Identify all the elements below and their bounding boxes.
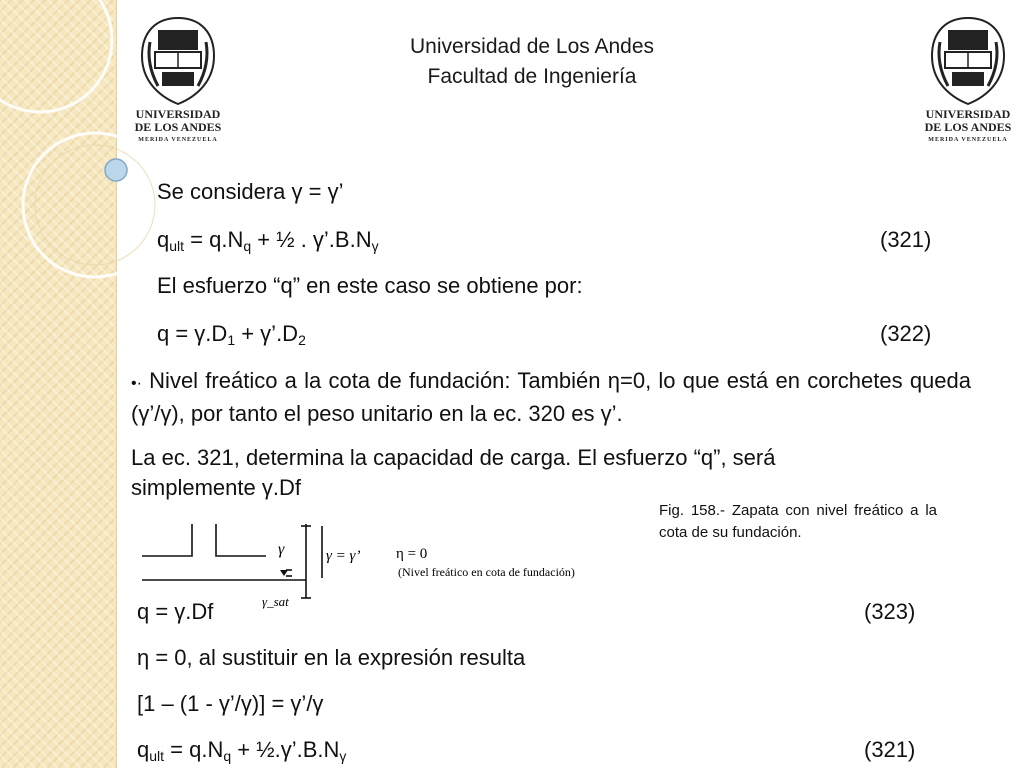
eq-subscript: 1 <box>227 332 236 348</box>
logo-city: MERIDA VENEZUELA <box>928 137 1008 143</box>
equation-number-323: (323) <box>864 599 916 624</box>
eq-text: = q.N <box>164 737 224 762</box>
eq-text: + γ’.D <box>235 321 299 346</box>
eq-subscript: ult <box>169 238 185 254</box>
eq-subscript: q <box>243 238 252 254</box>
diagram-gamma: γ <box>278 541 285 558</box>
header-faculty: Facultad de Ingeniería <box>427 65 637 88</box>
statement-stress: El esfuerzo “q” en este caso se obtiene por: <box>157 273 583 298</box>
eq-text: = q.N <box>184 227 244 252</box>
bullet-paragraph <box>131 366 971 429</box>
diagram-note: (Nivel freático en cota de fundación) <box>398 565 575 579</box>
logo-name-line1: UNIVERSIDAD <box>135 107 221 121</box>
bullet-text: Nivel freático a la cota de fundación: También η=0, lo que está en corchetes queda (γ’/γ), por tanto el peso unitario en la ec. 320 es γ’. <box>131 368 971 426</box>
water-table-icon <box>280 570 288 576</box>
slide-header <box>300 32 764 92</box>
eq-subscript: γ <box>339 748 347 764</box>
eq-text: q = γ.D <box>157 321 228 346</box>
diagram-gamma-eq: γ = γ’ <box>326 548 361 564</box>
header-university: Universidad de Los Andes <box>410 35 654 58</box>
equation-number-321: (321) <box>880 227 932 252</box>
logo-city: MERIDA VENEZUELA <box>138 137 218 143</box>
equation-322 <box>157 320 306 354</box>
statement-gamma: Se considera γ = γ’ <box>157 179 344 204</box>
eq-text: + ½ . γ’.B.N <box>251 227 372 252</box>
university-logo-right <box>918 12 1018 152</box>
eq-text: q <box>157 227 170 252</box>
logo-name-line2: DE LOS ANDES <box>134 120 222 134</box>
equation-321 <box>157 226 379 260</box>
bullet-marker: •· <box>131 375 142 392</box>
diagram-gamma-sat: γ_sat <box>262 594 289 609</box>
equation-number-321-final: (321) <box>864 737 916 762</box>
equation-number-322: (322) <box>880 321 932 346</box>
eq-subscript: ult <box>149 748 165 764</box>
eq-subscript: q <box>223 748 232 764</box>
logo-name-line2: DE LOS ANDES <box>924 120 1012 134</box>
statement-eta-zero: η = 0, al sustituir en la expresión resulta <box>137 645 526 670</box>
eq-subscript: 2 <box>298 332 306 348</box>
paragraph-capacity: La ec. 321, determina la capacidad de carga. El esfuerzo “q”, será simplemente γ.Df <box>131 445 776 500</box>
eq-text: q <box>137 737 150 762</box>
logo-name-line1: UNIVERSIDAD <box>925 107 1011 121</box>
equation-321-final <box>137 736 346 770</box>
figure-caption: Fig. 158.- Zapata con nivel freático a la cota de su fundación. <box>659 502 937 541</box>
equation-323: q = γ.Df <box>137 599 214 624</box>
eq-text: + ½.γ’.B.N <box>231 737 340 762</box>
eq-subscript: γ <box>371 238 379 254</box>
equation-bracket: [1 – (1 - γ’/γ)] = γ’/γ <box>137 691 324 716</box>
diagram-eta: η = 0 <box>396 546 428 562</box>
university-logo-left <box>128 12 228 152</box>
